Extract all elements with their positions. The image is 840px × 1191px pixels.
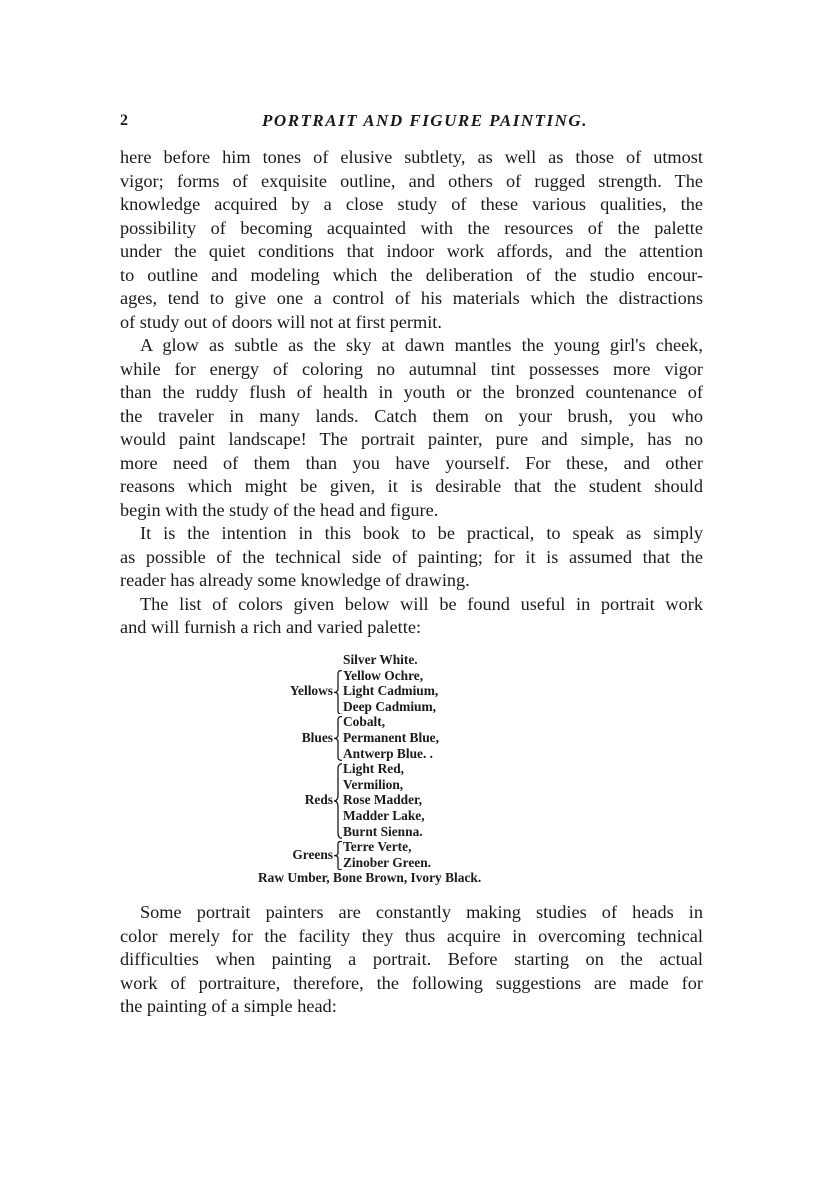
color-item: Cobalt,: [343, 714, 386, 730]
text-line: the painting of a simple head:: [120, 996, 337, 1016]
text-line: under the quiet conditions that indoor work affords, and the attention: [120, 241, 703, 261]
text-line: of study out of doors will not at first permit.: [120, 311, 442, 332]
color-item: Antwerp Blue. .: [343, 745, 434, 761]
color-group-label: Reds: [304, 792, 333, 808]
color-item: Raw Umber, Bone Brown, Ivory Black.: [258, 870, 482, 886]
text-line: begin with the study of the head and figure.: [120, 499, 439, 520]
text-line: than the ruddy flush of health in youth or the bronzed countenance of: [120, 382, 703, 402]
color-item: Silver White.: [343, 652, 418, 667]
text-line: work of portraiture, therefore, the following suggestions are made for: [120, 972, 703, 993]
text-line: vigor; forms of exquisite outline, and others of rugged strength. The: [120, 170, 703, 191]
text-line: to outline and modeling which the deliberation of the studio encour-: [120, 264, 703, 285]
color-item: Zinober Green.: [343, 854, 432, 870]
text-line: and will furnish a rich and varied palette:: [120, 617, 422, 637]
text-line: here before him tones of elusive subtlety, as well as those of utmost: [120, 147, 703, 167]
brace-icon: [333, 716, 343, 761]
color-group-label: Greens: [292, 847, 333, 862]
running-title: PORTRAIT AND FIGURE PAINTING.: [262, 111, 588, 130]
color-item: Light Red,: [343, 761, 405, 777]
color-group-label: Yellows: [289, 683, 333, 699]
brace-icon: [333, 763, 343, 839]
color-item: Madder Lake,: [343, 808, 425, 823]
body-text-top: [120, 146, 703, 640]
color-item: Light Cadmium,: [343, 683, 439, 699]
text-line: reasons which might be given, it is desirable that the student should: [120, 476, 703, 496]
page-number: 2: [120, 112, 128, 129]
text-line: would paint landscape! The portrait painter, pure and simple, has no: [120, 429, 703, 449]
text-line: knowledge acquired by a close study of these various qualities, the: [120, 194, 703, 214]
text-line: It is the intention in this book to be practical, to speak as simply: [140, 523, 703, 543]
color-item: Vermilion,: [343, 776, 404, 792]
color-item: Rose Madder,: [343, 792, 423, 808]
color-item: Burnt Sienna.: [343, 823, 423, 839]
text-line: reader has already some knowledge of drawing.: [120, 570, 470, 590]
text-line: A glow as subtle as the sky at dawn mantles the young girl's cheek,: [140, 335, 703, 355]
text-line: more need of them than you have yourself. For these, and other: [120, 452, 703, 473]
text-line: the traveler in many lands. Catch them on your brush, you who: [120, 405, 703, 426]
color-item: Yellow Ochre,: [343, 667, 424, 683]
color-item: Terre Verte,: [343, 839, 412, 855]
text-line: The list of colors given below will be found useful in portrait work: [140, 593, 703, 614]
text-line: color merely for the facility they thus acquire in overcoming technical: [120, 925, 703, 946]
color-item: Deep Cadmium,: [343, 698, 436, 714]
body-text-bottom: [120, 901, 703, 1019]
brace-icon: [333, 670, 343, 715]
text-line: difficulties when painting a portrait. Before starting on the actual: [120, 949, 703, 969]
text-line: possibility of becoming acquainted with the resources of the palette: [120, 217, 703, 238]
text-line: as possible of the technical side of painting; for it is assumed that the: [120, 546, 703, 567]
color-group-label: Blues: [301, 730, 333, 745]
text-line: Some portrait painters are constantly making studies of heads in: [140, 902, 703, 922]
brace-icon: [333, 841, 343, 870]
color-item: Permanent Blue,: [343, 730, 439, 745]
text-line: ages, tend to give one a control of his materials which the distractions: [120, 288, 703, 308]
text-line: while for energy of coloring no autumnal tint possesses more vigor: [120, 358, 703, 379]
